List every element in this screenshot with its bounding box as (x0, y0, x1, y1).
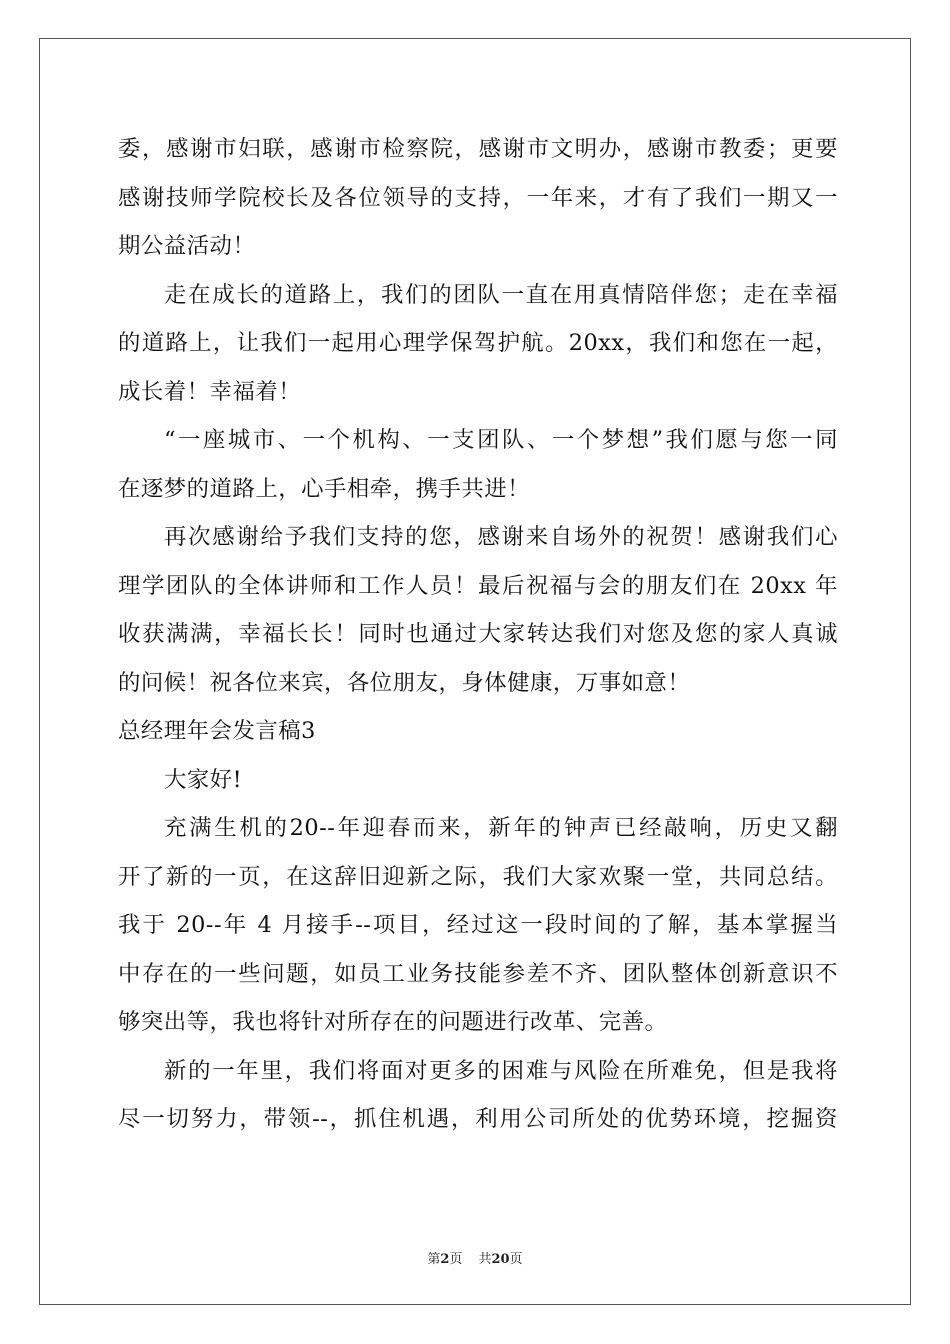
text-line: 委，感谢市妇联，感谢市检察院，感谢市文明办，感谢市教委；更要 (118, 136, 838, 162)
paragraph-start-line: 再次感谢给予我们支持的您，感谢来自场外的祝贺！感谢我们心 (164, 524, 838, 550)
page-label-prefix: 第 (427, 1252, 441, 1267)
page-label-suffix: 页 (449, 1252, 463, 1267)
total-pages: 20 (491, 1252, 510, 1267)
text-line: 中存在的一些问题，如员工业务技能参差不齐、团队整体创新意识不 (118, 960, 838, 987)
greeting-line: 大家好! (164, 766, 243, 793)
paragraph-start-line: 充满生机的20--年迎春而来，新年的钟声已经敲响，历史又翻 (164, 815, 838, 841)
text-line: 收获满满，幸福长长！同时也通过大家转达我们对您及您的家人真诚 (118, 621, 838, 647)
text-line: 成长着！幸福着！ (118, 378, 302, 405)
text-line: 尽一切努力，带领--，抓住机遇，利用公司所处的优势环境，挖掘资 (118, 1106, 838, 1132)
text-line: 在逐梦的道路上，心手相牵，携手共进！ (118, 475, 531, 502)
text-line: 感谢技师学院校长及各位领导的支持，一年来，才有了我们一期又一 (118, 184, 838, 211)
paragraph-start-line: 新的一年里，我们将面对更多的困难与风险在所难免，但是我将 (164, 1057, 838, 1084)
text-line: 我于 20--年 4 月接手--项目，经过这一段时间的了解，基本掌握当 (118, 912, 838, 938)
paragraph-start-line: “一座城市、一个机构、一支团队、一个梦想”我们愿与您一同 (164, 427, 838, 453)
text-line: 的问候！祝各位来宾，各位朋友，身体健康，万事如意！ (118, 669, 691, 696)
document-body (118, 125, 838, 1144)
text-line: 的道路上，让我们一起用心理学保驾护航。20xx，我们和您在一起， (118, 330, 838, 356)
text-line: 够突出等，我也将针对所存在的问题进行改革、完善。 (118, 1009, 668, 1035)
text-line: 期公益活动！ (118, 233, 256, 259)
total-label-prefix: 共 (478, 1252, 492, 1267)
paragraph-start-line: 走在成长的道路上，我们的团队一直在用真情陪伴您；走在幸福 (164, 281, 838, 308)
page-number: 2 (440, 1252, 450, 1267)
text-line: 理学团队的全体讲师和工作人员！最后祝福与会的朋友们在 20xx 年 (118, 572, 838, 599)
total-label-suffix: 页 (509, 1252, 523, 1267)
section-heading: 总经理年会发言稿3 (118, 718, 316, 744)
text-line: 开了新的一页，在这辞旧迎新之际，我们大家欢聚一堂，共同总结。 (118, 863, 838, 890)
page-footer (0, 1248, 950, 1267)
